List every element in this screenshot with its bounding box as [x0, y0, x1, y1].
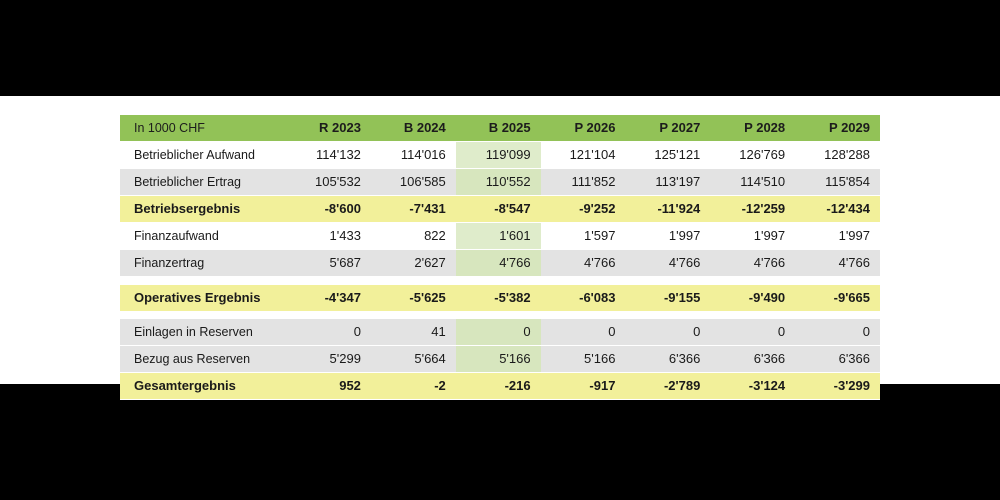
cell-b2025: 1'601: [456, 223, 541, 250]
table-header-row: [120, 115, 880, 142]
row-label: Betriebsergebnis: [120, 196, 286, 223]
cell-b2024: -2: [371, 373, 456, 400]
spacer-cell: [286, 277, 371, 285]
cell-b2025: 5'166: [456, 346, 541, 373]
cell-b2024: -5'625: [371, 285, 456, 312]
table-body: [120, 142, 880, 400]
cell-p2026: 0: [541, 319, 626, 346]
spacer-cell: [710, 277, 795, 285]
cell-p2029: 115'854: [795, 169, 880, 196]
cell-b2025: 4'766: [456, 250, 541, 277]
column-header-b2025: B 2025: [456, 115, 541, 142]
cell-b2024: 41: [371, 319, 456, 346]
table-row: [120, 250, 880, 277]
cell-p2028: -3'124: [710, 373, 795, 400]
cell-p2028: 126'769: [710, 142, 795, 169]
column-header-b2024: B 2024: [371, 115, 456, 142]
column-header-p2027: P 2027: [625, 115, 710, 142]
cell-p2026: 121'104: [541, 142, 626, 169]
cell-b2024: 5'664: [371, 346, 456, 373]
table-row-summary: [120, 285, 880, 312]
cell-p2026: -917: [541, 373, 626, 400]
cell-p2027: -11'924: [625, 196, 710, 223]
cell-p2029: -12'434: [795, 196, 880, 223]
cell-p2027: -9'155: [625, 285, 710, 312]
cell-b2024: 2'627: [371, 250, 456, 277]
cell-p2028: -9'490: [710, 285, 795, 312]
cell-p2027: -2'789: [625, 373, 710, 400]
cell-b2025: -216: [456, 373, 541, 400]
table-row: [120, 223, 880, 250]
cell-r2023: 1'433: [286, 223, 371, 250]
spacer-cell: [795, 312, 880, 320]
spacer-cell: [795, 277, 880, 285]
cell-r2023: -4'347: [286, 285, 371, 312]
table-header: [120, 115, 880, 142]
cell-p2029: 0: [795, 319, 880, 346]
cell-p2028: 114'510: [710, 169, 795, 196]
table-row: [120, 319, 880, 346]
table-row: [120, 169, 880, 196]
cell-b2025: 119'099: [456, 142, 541, 169]
row-label: Gesamtergebnis: [120, 373, 286, 400]
row-label: Finanzaufwand: [120, 223, 286, 250]
spacer-cell: [710, 312, 795, 320]
spacer-cell: [286, 312, 371, 320]
table-row-summary: [120, 373, 880, 400]
cell-p2028: 0: [710, 319, 795, 346]
cell-p2029: -3'299: [795, 373, 880, 400]
row-label: Bezug aus Reserven: [120, 346, 286, 373]
spacer-cell: [625, 312, 710, 320]
spacer-cell: [625, 277, 710, 285]
table-row: [120, 142, 880, 169]
column-header-p2026: P 2026: [541, 115, 626, 142]
cell-r2023: 0: [286, 319, 371, 346]
cell-b2024: 822: [371, 223, 456, 250]
financial-table-container: [120, 115, 880, 400]
spacer-cell: [371, 312, 456, 320]
cell-b2024: 114'016: [371, 142, 456, 169]
cell-p2026: 4'766: [541, 250, 626, 277]
row-label: Betrieblicher Aufwand: [120, 142, 286, 169]
cell-r2023: -8'600: [286, 196, 371, 223]
cell-r2023: 105'532: [286, 169, 371, 196]
table-row-summary: [120, 196, 880, 223]
cell-r2023: 952: [286, 373, 371, 400]
financial-table: [120, 115, 880, 400]
column-header-label: In 1000 CHF: [120, 115, 286, 142]
cell-r2023: 5'299: [286, 346, 371, 373]
cell-p2027: 1'997: [625, 223, 710, 250]
cell-p2029: 1'997: [795, 223, 880, 250]
spacer-cell: [541, 312, 626, 320]
row-spacer: [120, 312, 880, 320]
cell-p2028: -12'259: [710, 196, 795, 223]
cell-p2028: 4'766: [710, 250, 795, 277]
cell-p2027: 4'766: [625, 250, 710, 277]
cell-p2029: 4'766: [795, 250, 880, 277]
cell-b2025: 110'552: [456, 169, 541, 196]
row-label: Finanzertrag: [120, 250, 286, 277]
cell-p2027: 0: [625, 319, 710, 346]
column-header-p2029: P 2029: [795, 115, 880, 142]
cell-p2026: -6'083: [541, 285, 626, 312]
cell-p2027: 6'366: [625, 346, 710, 373]
spacer-cell: [120, 312, 286, 320]
cell-b2025: -5'382: [456, 285, 541, 312]
cell-b2025: 0: [456, 319, 541, 346]
cell-p2026: 5'166: [541, 346, 626, 373]
cell-b2024: 106'585: [371, 169, 456, 196]
row-spacer: [120, 277, 880, 285]
row-label: Einlagen in Reserven: [120, 319, 286, 346]
spacer-cell: [371, 277, 456, 285]
spacer-cell: [120, 277, 286, 285]
column-header-r2023: R 2023: [286, 115, 371, 142]
cell-p2028: 6'366: [710, 346, 795, 373]
cell-p2027: 113'197: [625, 169, 710, 196]
cell-p2028: 1'997: [710, 223, 795, 250]
cell-p2026: -9'252: [541, 196, 626, 223]
cell-b2025: -8'547: [456, 196, 541, 223]
cell-p2027: 125'121: [625, 142, 710, 169]
cell-p2026: 1'597: [541, 223, 626, 250]
cell-p2026: 111'852: [541, 169, 626, 196]
row-label: Operatives Ergebnis: [120, 285, 286, 312]
cell-r2023: 114'132: [286, 142, 371, 169]
column-header-p2028: P 2028: [710, 115, 795, 142]
cell-p2029: 128'288: [795, 142, 880, 169]
cell-r2023: 5'687: [286, 250, 371, 277]
table-row: [120, 346, 880, 373]
spacer-cell: [456, 277, 541, 285]
spacer-cell: [456, 312, 541, 320]
cell-p2029: -9'665: [795, 285, 880, 312]
spacer-cell: [541, 277, 626, 285]
cell-b2024: -7'431: [371, 196, 456, 223]
row-label: Betrieblicher Ertrag: [120, 169, 286, 196]
cell-p2029: 6'366: [795, 346, 880, 373]
